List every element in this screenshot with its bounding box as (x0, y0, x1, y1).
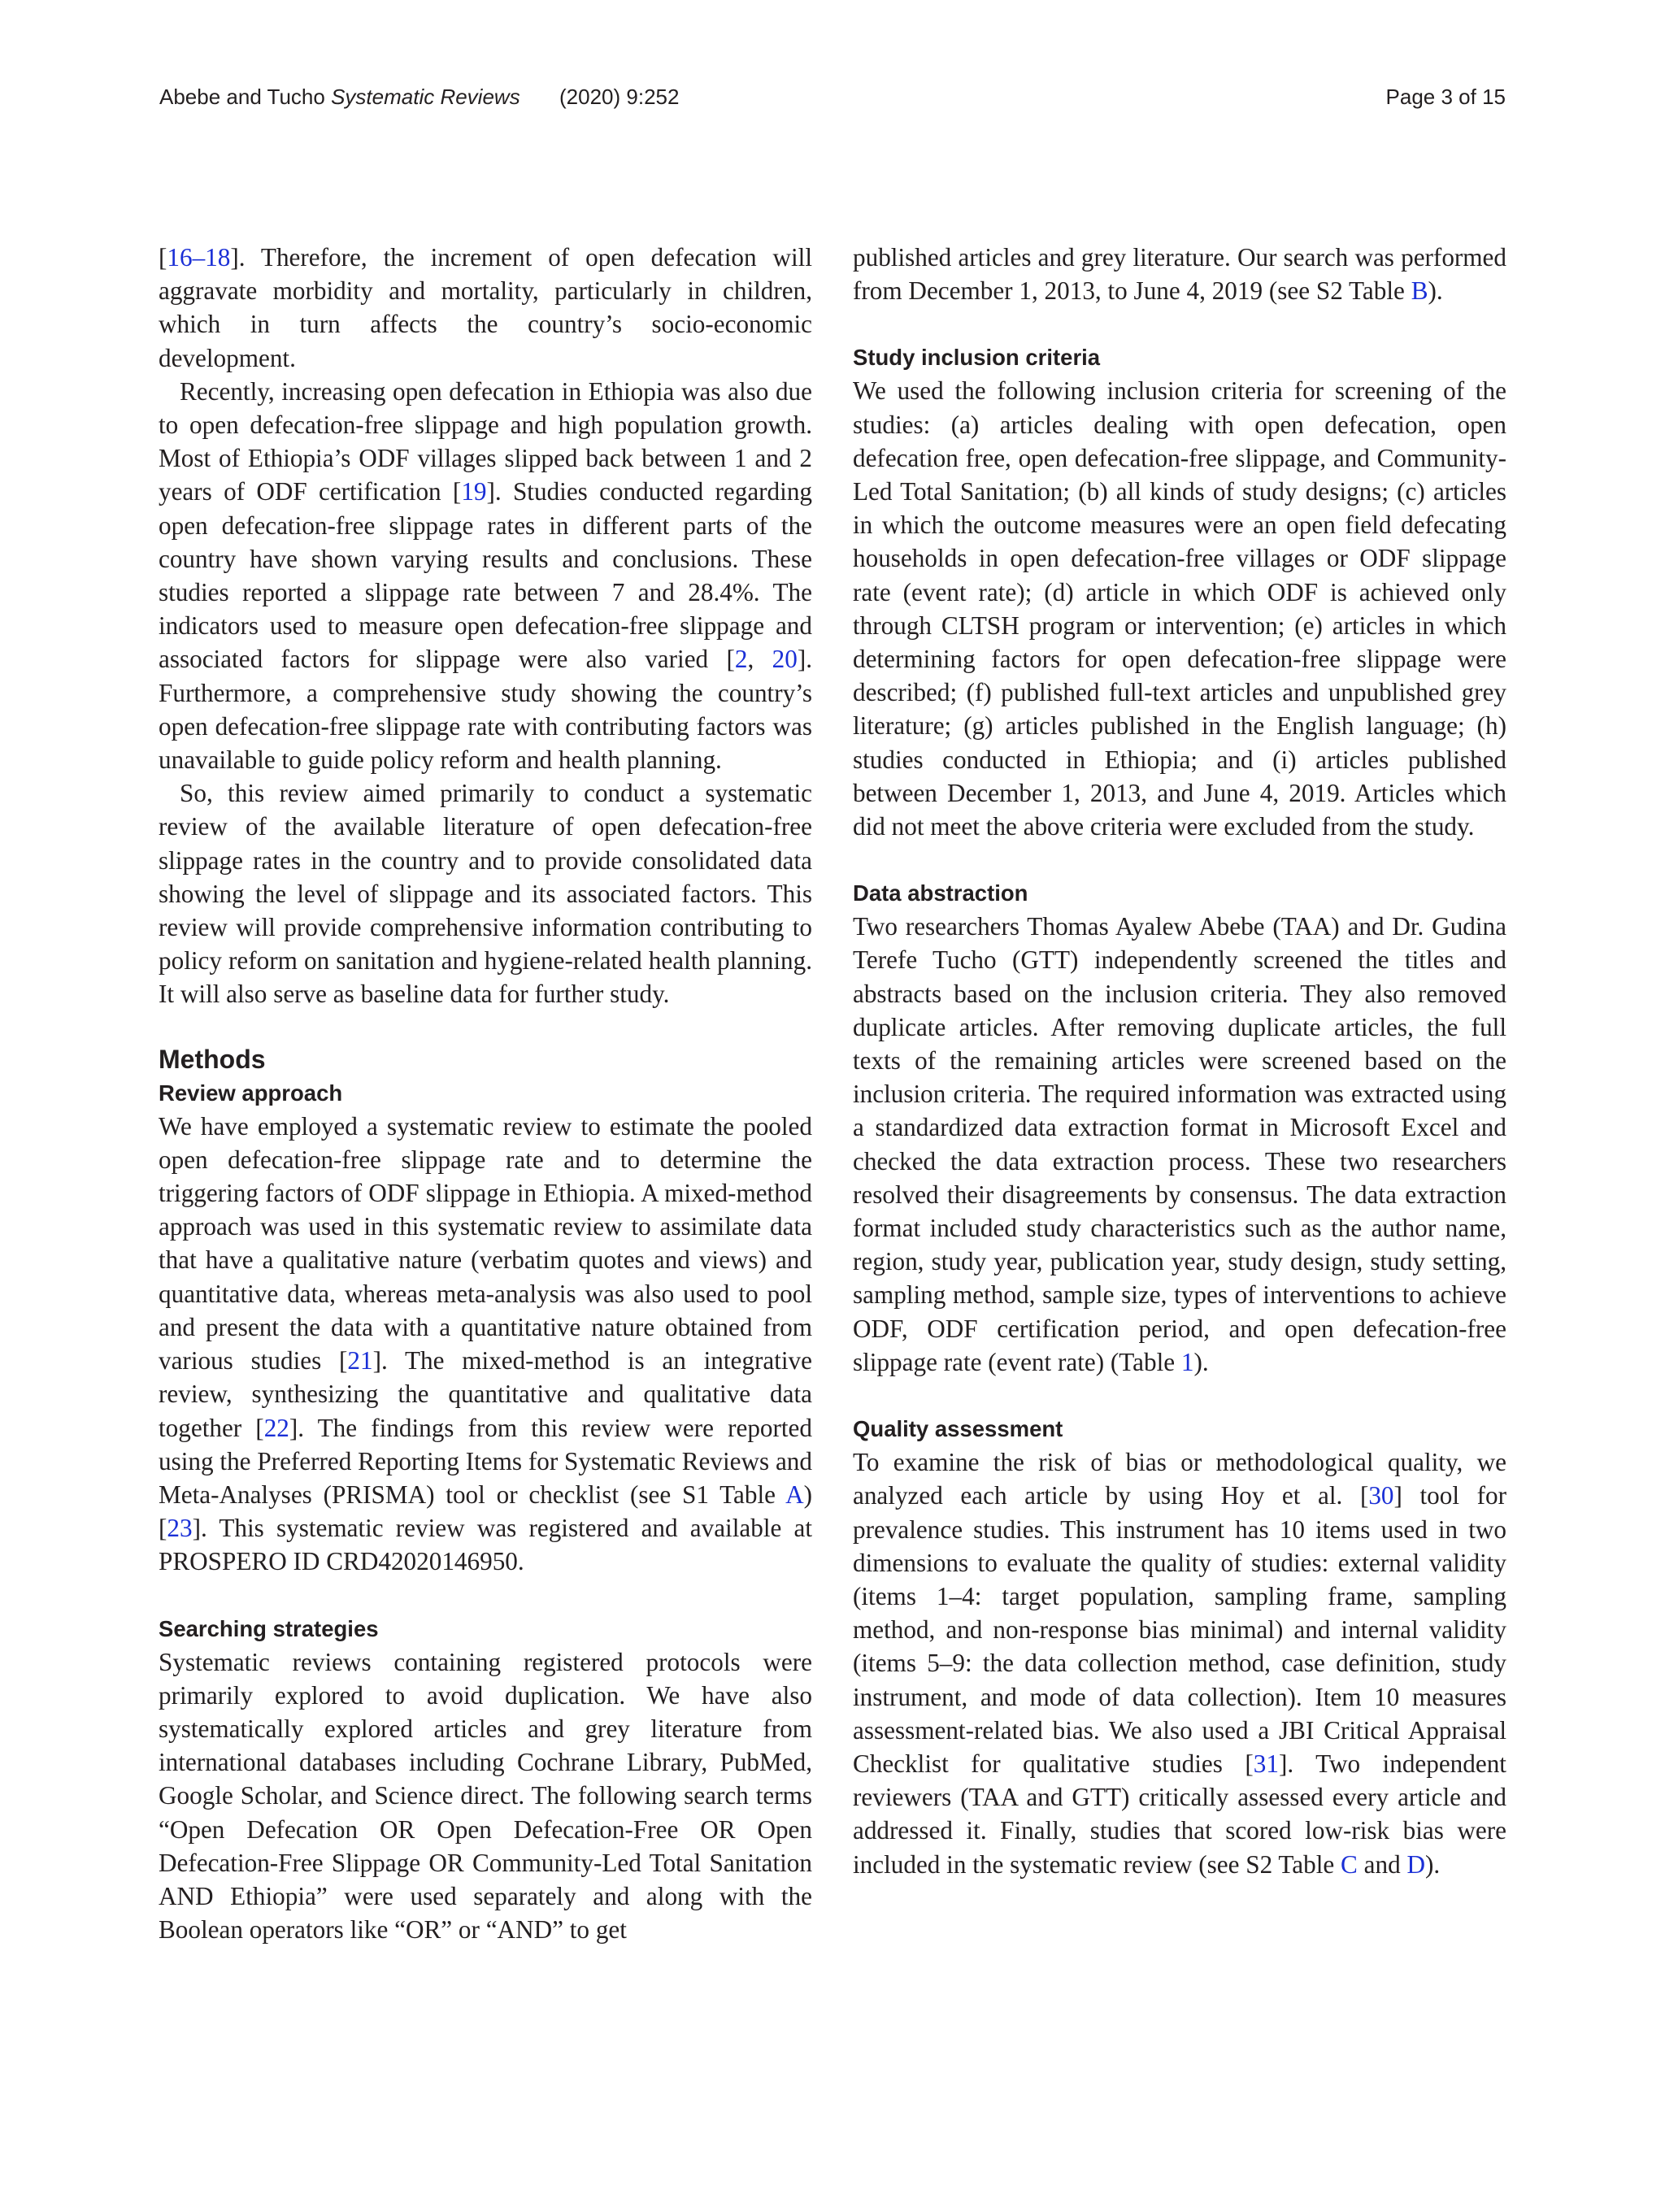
header-page-number: Page 3 of 15 (1385, 85, 1506, 109)
paragraph: Systematic reviews containing registered protocols were primarily explored to avoid duplication. We have also systematically explored articles and grey literature from international databases including Cochrane Library, PubMed, Google Scholar, and Science direct. The following search terms “Open Defecation OR Open Defecation-Free OR Open Defecation-Free Slippage OR Community-Led Total Sanitation AND Ethiopia” were used separately and along with the Boolean operators like “OR” or “AND” to get (159, 1647, 812, 1945)
paragraph: So, this review aimed primarily to conduct a systematic review of the available literature of open defecation-free slippage rates in the country and to provide consolidated data showing the level of slippage and its associated factors. This review will provide comprehensive information contributing to policy reform on sanitation and hygiene-related health planning. It will also serve as baseline data for further study. (159, 779, 812, 1009)
left-column (159, 241, 812, 1946)
citation-link[interactable]: 23 (167, 1514, 193, 1543)
paragraph: We have employed a systematic review to estimate the pooled open defecation-free slippage rate and to determine the triggering factors of ODF slippage in Ethiopia. A mixed-method approach was used in this systematic review to assimilate data that have a qualitative nature (verbatim quotes and views) and quantitative data, whereas meta-analysis was also used to pool and present the data with a quantitative nature obtained from various studies [21]. The mixed-method is an integrative review, synthesizing the quantitative and qualitative data together [22]. The findings from this review were reported using the Preferred Reporting Items for Systematic Reviews and Meta-Analyses (PRISMA) tool or checklist (see S1 Table A) [23]. This systematic review was registered and available at PROSPERO ID CRD42020146950. (159, 1111, 812, 1576)
paragraph: To examine the risk of bias or methodological quality, we analyzed each article by using Hoy et al. [30] tool for prevalence studies. This instrument has 10 items used in two dimensions to evaluate the quality of studies: external validity (items 1–4: target population, sampling frame, sampling method, and non-response bias minimal) and internal validity (items 5–9: the data collection method, case definition, study instrument, and mode of data collection). Item 10 measures assessment-related bias. We also used a JBI Critical Appraisal Checklist for qualitative studies [31]. Two independent reviewers (TAA and GTT) critically assessed every article and addressed it. Finally, studies that scored low-risk bias were included in the systematic review (see S2 Table C and D). (853, 1448, 1506, 1879)
table-link[interactable]: A (785, 1480, 804, 1509)
citation-link[interactable]: 31 (1253, 1749, 1279, 1778)
header-year: (2020) 9:252 (559, 85, 680, 109)
citation-link[interactable]: 22 (263, 1413, 289, 1442)
subsection-heading-searching-strategies: Searching strategies (159, 1615, 379, 1641)
running-header (159, 85, 1506, 117)
table-link[interactable]: C (1341, 1849, 1358, 1879)
citation-link[interactable]: 16–18 (167, 243, 231, 272)
table-link[interactable]: D (1406, 1849, 1425, 1879)
table-link[interactable]: 1 (1180, 1347, 1194, 1376)
section-heading-methods: Methods (159, 1044, 266, 1074)
citation-link[interactable]: 21 (347, 1346, 373, 1375)
right-column (853, 241, 1506, 1881)
citation-link[interactable]: 2 (734, 645, 748, 674)
subsection-heading-data-abstraction: Data abstraction (853, 880, 1028, 906)
paragraph: Recently, increasing open defecation in Ethiopia was also due to open defecation-free slippage and high population growth. Most of Ethiopia’s ODF villages slipped back between 1 and 2 years of ODF certification [19]. Studies conducted regarding open defecation-free slippage rates in different parts of the country have shown varying results and conclusions. These studies reported a slippage rate between 7 and 28.4%. The indicators used to measure open defecation-free slippage and associated factors for slippage were also varied [2, 20]. Furthermore, a comprehensive study showing the country’s open defecation-free slippage rate with contributing factors was unavailable to guide policy reform and health planning. (159, 376, 813, 775)
paragraph: published articles and grey literature. Our search was performed from December 1, 2013, to June 4, 2019 (see S2 Table B). (853, 243, 1506, 306)
paragraph: Two researchers Thomas Ayalew Abebe (TAA) and Dr. Gudina Terefe Tucho (GTT) independently screened the titles and abstracts based on the inclusion criteria. They also removed duplicate articles. After removing duplicate articles, the full texts of the remaining articles were screened based on the inclusion criteria. The required information was extracted using a standardized data extraction format in Microsoft Excel and checked the data extraction process. These two researchers resolved their disagreements by consensus. The data extraction format included study characteristics such as the author name, region, study year, publication year, study design, study setting, sampling method, sample size, types of interventions to achieve ODF, ODF certification period, and open defecation-free slippage rate (event rate) (Table 1). (853, 912, 1506, 1376)
subsection-heading-review-approach: Review approach (159, 1080, 343, 1106)
table-link[interactable]: B (1411, 276, 1428, 306)
paragraph: [16–18]. Therefore, the increment of open defecation will aggravate morbidity and mortality, particularly in children, which in turn affects the country’s socio-economic development. (159, 243, 812, 372)
citation-link[interactable]: 30 (1368, 1481, 1394, 1510)
subsection-heading-inclusion-criteria: Study inclusion criteria (853, 345, 1101, 371)
header-journal: Systematic Reviews (331, 85, 520, 109)
citation-link[interactable]: 20 (772, 645, 798, 674)
paragraph: We used the following inclusion criteria for screening of the studies: (a) articles dealing with open defecation, open defecation free, open defecation-free slippage, and Community-Led Total Sanitation; (b) all kinds of study designs; (c) articles in which the outcome measures were an open field defecating households in open defecation-free villages or ODF slippage rate (event rate); (d) article in which ODF is achieved only through CLTSH program or intervention; (e) articles in which determining factors for open defecation-free slippage were described; (f) published full-text articles and unpublished grey literature; (g) articles published in the English language; (h) studies conducted in Ethiopia; and (i) articles published between December 1, 2013, and June 4, 2019. Articles which did not meet the above criteria were excluded from the study. (853, 376, 1506, 841)
subsection-heading-quality-assessment: Quality assessment (853, 1416, 1063, 1442)
citation-link[interactable]: 19 (461, 477, 487, 506)
header-authors: Abebe and Tucho Systematic Reviews (159, 85, 520, 109)
